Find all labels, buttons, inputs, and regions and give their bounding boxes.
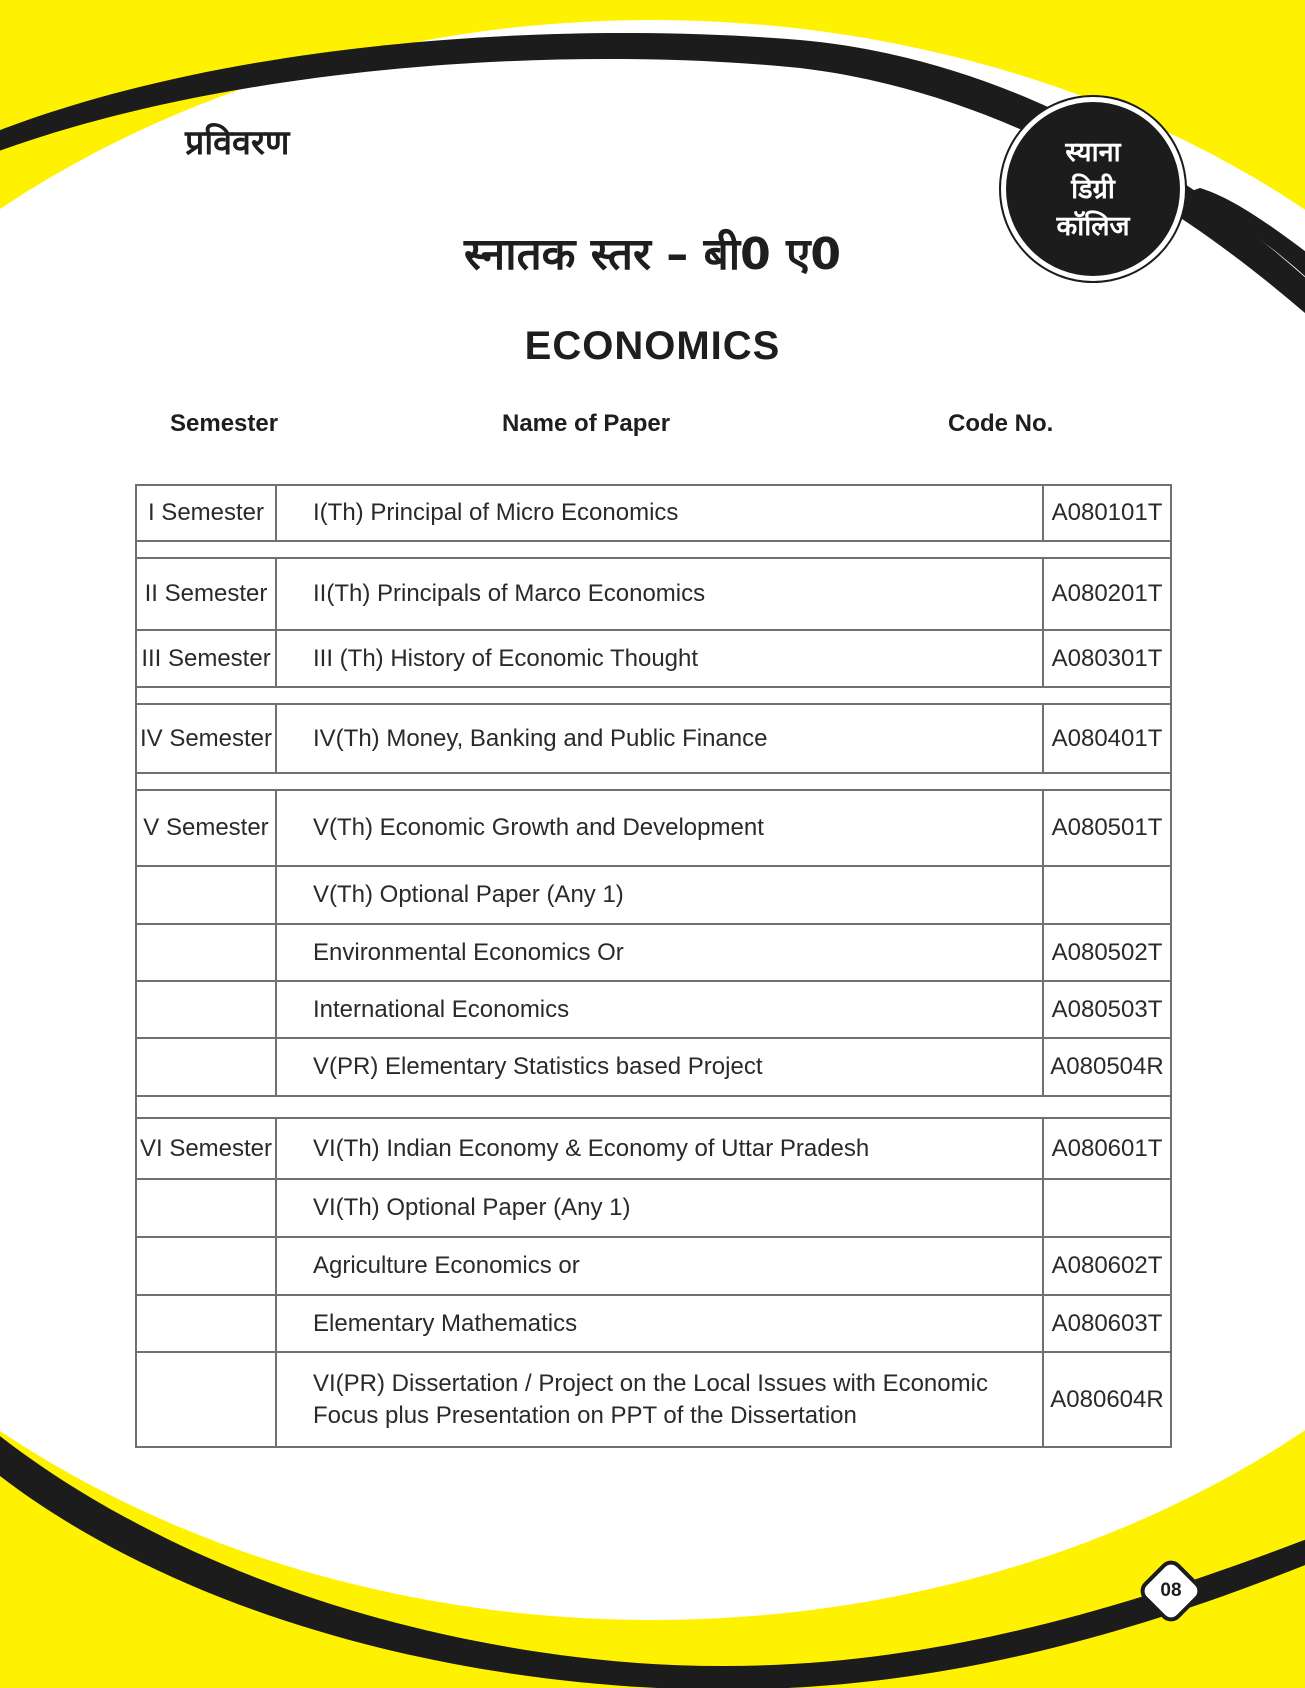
semester-cell: [136, 1038, 276, 1096]
column-header-semester: Semester: [170, 410, 279, 437]
table-row: [136, 704, 1171, 773]
paper-name-cell: III (Th) History of Economic Thought: [276, 630, 1043, 687]
paper-name-cell: VI(Th) Optional Paper (Any 1): [276, 1179, 1043, 1237]
semester-cell: [136, 924, 276, 981]
paper-name-cell: International Economics: [276, 981, 1043, 1038]
paper-name-cell: V(Th) Economic Growth and Development: [276, 790, 1043, 866]
code-cell: [1043, 866, 1171, 924]
code-cell: A080301T: [1043, 630, 1171, 687]
semester-cell: [136, 1295, 276, 1352]
table-spacer-row: [136, 1096, 1171, 1118]
table-spacer-row: [136, 687, 1171, 704]
brochure-label: प्रविवरण: [185, 123, 290, 163]
semester-cell: VI Semester: [136, 1118, 276, 1179]
code-cell: A080401T: [1043, 704, 1171, 773]
table-row: [136, 1237, 1171, 1295]
table-row: [136, 790, 1171, 866]
table-row: [136, 924, 1171, 981]
code-cell: A080504R: [1043, 1038, 1171, 1096]
semester-cell: IV Semester: [136, 704, 276, 773]
code-cell: A080503T: [1043, 981, 1171, 1038]
paper-name-cell: V(Th) Optional Paper (Any 1): [276, 866, 1043, 924]
papers-table: [135, 484, 1172, 1448]
badge-line-3: कॉलिज: [1056, 210, 1130, 242]
badge-line-1: स्याना: [1065, 136, 1121, 168]
semester-cell: [136, 1179, 276, 1237]
table-row: [136, 1295, 1171, 1352]
semester-cell: [136, 981, 276, 1038]
semester-cell: [136, 866, 276, 924]
table-row: [136, 1179, 1171, 1237]
code-cell: A080601T: [1043, 1118, 1171, 1179]
table-row: [136, 981, 1171, 1038]
paper-name-cell: II(Th) Principals of Marco Economics: [276, 558, 1043, 630]
paper-name-cell: Elementary Mathematics: [276, 1295, 1043, 1352]
table-row: [136, 866, 1171, 924]
paper-name-cell: V(PR) Elementary Statistics based Project: [276, 1038, 1043, 1096]
table-spacer-row: [136, 773, 1171, 790]
column-header-name: Name of Paper: [502, 410, 671, 437]
table-row: [136, 485, 1171, 541]
page-number: 08: [1160, 1580, 1182, 1601]
code-cell: A080501T: [1043, 790, 1171, 866]
paper-name-cell: VI(PR) Dissertation / Project on the Local Issues with Economic Focus plus Presentation on PPT of the Dissertation: [276, 1352, 1043, 1447]
semester-cell: III Semester: [136, 630, 276, 687]
paper-name-cell: Environmental Economics Or: [276, 924, 1043, 981]
paper-name-cell: VI(Th) Indian Economy & Economy of Uttar Pradesh: [276, 1118, 1043, 1179]
semester-cell: [136, 1237, 276, 1295]
code-cell: A080201T: [1043, 558, 1171, 630]
column-header-code: Code No.: [948, 410, 1054, 437]
code-cell: [1043, 1179, 1171, 1237]
table-row: [136, 630, 1171, 687]
code-cell: A080604R: [1043, 1352, 1171, 1447]
page-title-hindi: स्नातक स्तर – बी0 ए0: [463, 229, 842, 280]
paper-name-cell: I(Th) Principal of Micro Economics: [276, 485, 1043, 541]
table-row: [136, 558, 1171, 630]
table-row: [136, 1118, 1171, 1179]
code-cell: A080502T: [1043, 924, 1171, 981]
semester-cell: II Semester: [136, 558, 276, 630]
table-row: [136, 1352, 1171, 1447]
table-spacer-row: [136, 541, 1171, 558]
table-row: [136, 1038, 1171, 1096]
paper-name-cell: IV(Th) Money, Banking and Public Finance: [276, 704, 1043, 773]
code-cell: A080101T: [1043, 485, 1171, 541]
subject-title: ECONOMICS: [524, 324, 781, 368]
semester-cell: V Semester: [136, 790, 276, 866]
semester-cell: [136, 1352, 276, 1447]
code-cell: A080603T: [1043, 1295, 1171, 1352]
code-cell: A080602T: [1043, 1237, 1171, 1295]
paper-name-cell: Agriculture Economics or: [276, 1237, 1043, 1295]
badge-line-2: डिग्री: [1071, 173, 1115, 205]
semester-cell: I Semester: [136, 485, 276, 541]
